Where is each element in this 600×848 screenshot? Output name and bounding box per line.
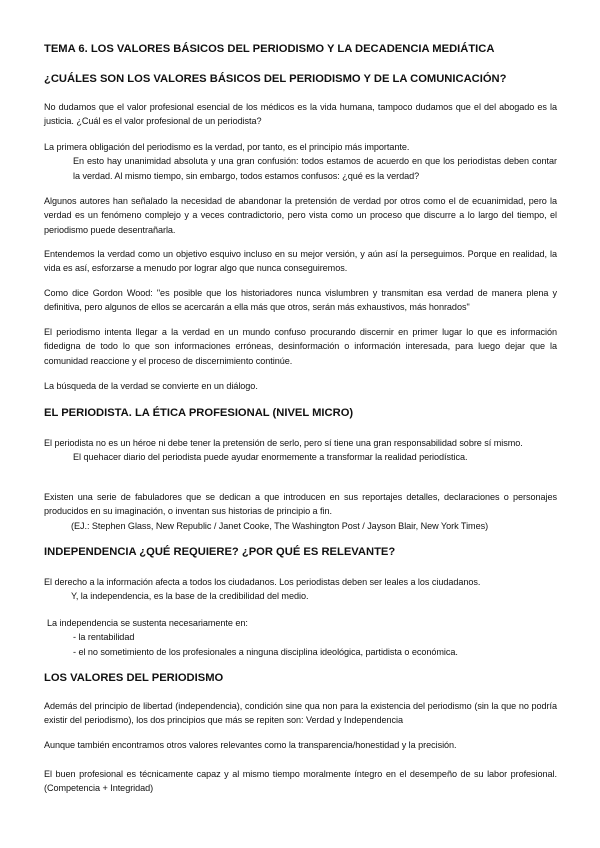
paragraph-mundo-confuso: El periodismo intenta llegar a la verdad en un mundo confuso procurando discernir en primer lugar lo que es información fidedigna de todo lo que son informaciones erróneas, desinformación o información interesada, para luego dejar que la comunidad reaccione y el proceso de discernimiento continúe.: [44, 327, 557, 366]
heading-valores-periodismo: LOS VALORES DEL PERIODISMO: [44, 672, 224, 684]
paragraph-buen-profesional: El buen profesional es técnicamente capaz y al mismo tiempo moralmente íntegro en el desempeño de su labor profesional. (Competencia + Integridad): [44, 769, 557, 794]
paragraph-transparencia: Aunque también encontramos otros valores relevantes como la transparencia/honestidad y la precisión.: [44, 740, 457, 750]
paragraph-objetivo-esquivo: Entendemos la verdad como un objetivo esquivo incluso en su mejor versión, y aún así la perseguimos. Porque en realidad, la vida es así, esforzarse a menudo por lograr algo que nunca conseguiremos.: [44, 249, 557, 274]
paragraph-primera-obligacion-text: La primera obligación del periodismo es la verdad, por tanto, es el principio más importante.: [44, 142, 410, 152]
paragraph-dialogo: La búsqueda de la verdad se convierte en un diálogo.: [44, 381, 258, 391]
paragraph-independencia-sustenta: [47, 616, 560, 659]
paragraph-quehacer-indented: El quehacer diario del periodista puede ayudar enormemente a transformar la realidad periodística.: [73, 452, 468, 463]
paragraph-fabuladores-text: Existen una serie de fabuladores que se dedican a que introducen en sus reportajes detalles, declaraciones o personajes producidos en su imaginación, o inventan sus historias de principio a fin.: [44, 492, 557, 517]
paragraph-derecho-informacion-text: El derecho a la información afecta a todos los ciudadanos. Los periodistas deben ser leales a los ciudadanos.: [44, 577, 481, 587]
paragraph-valor-profesional: No dudamos que el valor profesional esencial de los médicos es la vida humana, tampoco dudamos que el del abogado es la justicia. ¿Cuál es el valor profesional de un periodista?: [44, 102, 557, 127]
list-item: - la rentabilidad: [73, 632, 135, 643]
heading-valores-basicos: ¿CUÁLES SON LOS VALORES BÁSICOS DEL PERIODISMO Y DE LA COMUNICACIÓN?: [44, 73, 507, 85]
paragraph-primera-obligacion: [44, 140, 557, 183]
paragraph-ejemplos-indented: (EJ.: Stephen Glass, New Republic / Janet Cooke, The Washington Post / Jayson Blair, New York Times): [71, 520, 489, 531]
paragraph-gordon-wood-quote: Como dice Gordon Wood: "es posible que los historiadores nunca vislumbren y transmitan esa verdad de manera plena y definitiva, pero algunos de ellos se acercarán a ella más que otros, serán más exhaustivos, más honrados": [44, 288, 557, 313]
paragraph-independencia-sustenta-text: La independencia se sustenta necesariamente en:: [47, 618, 248, 628]
paragraph-libertad: Además del principio de libertad (independencia), condición sine qua non para la existencia del periodismo (sin la que no podría existir del periodismo), los dos principios que más se repiten son: Verdad y Independencia: [44, 701, 557, 726]
paragraph-heroe-text: El periodista no es un héroe ni debe tener la pretensión de serlo, pero sí tiene una gran responsabilidad sobre sí mismo.: [44, 438, 523, 448]
list-item: - el no sometimiento de los profesionales a ninguna disciplina ideológica, partidista o económica.: [73, 646, 458, 657]
paragraph-heroe: [44, 436, 557, 465]
heading-etica-profesional: EL PERIODISTA. LA ÉTICA PROFESIONAL (NIVEL MICRO): [44, 407, 354, 419]
paragraph-credibilidad-indented: Y, la independencia, es la base de la credibilidad del medio.: [71, 591, 309, 602]
paragraph-unanimidad-indented: En esto hay unanimidad absoluta y una gran confusión: todos estamos de acuerdo en que los periodistas deben contar la verdad. Al mismo tiempo, sin embargo, todos estamos confusos: ¿qué es la verdad?: [73, 156, 557, 181]
heading-independencia: INDEPENDENCIA ¿QUÉ REQUIERE? ¿POR QUÉ ES RELEVANTE?: [44, 546, 396, 558]
paragraph-fabuladores: [44, 490, 557, 533]
paragraph-ecuanimidad: Algunos autores han señalado la necesidad de abandonar la pretensión de verdad por otros como el de ecuanimidad, pero la verdad es un fenómeno complejo y a veces contradictorio, pero vista como un proceso que discurre a lo largo del tiempo, el periodismo puede desentrañarla.: [44, 196, 557, 235]
paragraph-derecho-informacion: [44, 575, 557, 604]
document-title: TEMA 6. LOS VALORES BÁSICOS DEL PERIODISMO Y LA DECADENCIA MEDIÁTICA: [44, 43, 495, 55]
